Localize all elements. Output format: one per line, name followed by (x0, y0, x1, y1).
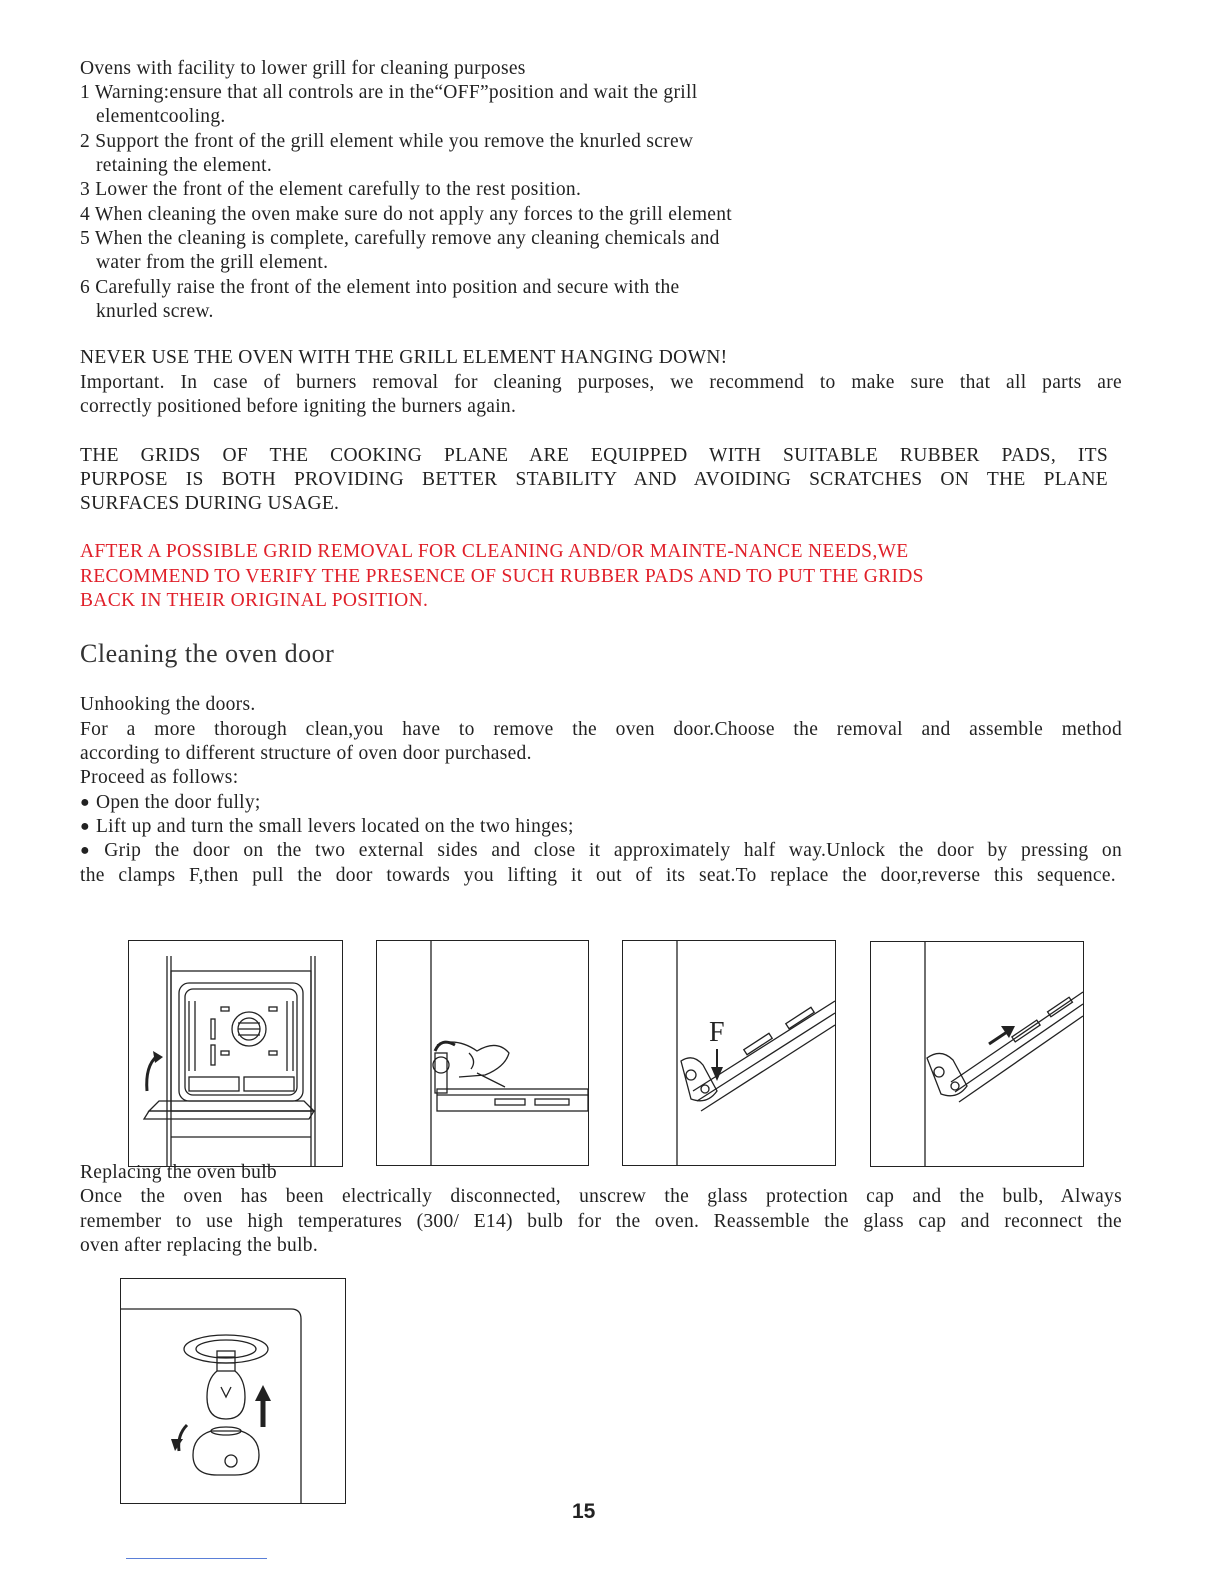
door-intro-line-1: For a more thorough clean,you have to remove the oven door.Choose the removal and assemble method (80, 719, 1122, 740)
proceed-label: Proceed as follows: (80, 767, 239, 788)
grill-section-title: Ovens with facility to lower grill for cleaning purposes (80, 58, 526, 79)
grids-note-line-1: THE GRIDS OF THE COOKING PLANE ARE EQUIPPED WITH SUITABLE RUBBER PADS, ITS (80, 445, 1108, 466)
door-bullet-1 (80, 791, 261, 816)
clamp-f-label: F (709, 1017, 725, 1048)
figure-hinge-lever (376, 940, 589, 1166)
footer-rule (126, 1558, 267, 1559)
grill-step-1: 1 Warning:ensure that all controls are in the“OFF”position and wait the grill (80, 82, 698, 103)
bulb-text-line-3: oven after replacing the bulb. (80, 1235, 319, 1256)
door-bullet-3-text: Grip the door on the two external sides and close it approximately half way.Unlock the door by pressing on (104, 840, 1123, 861)
page-number: 15 (572, 1500, 596, 1523)
grill-step-3: 3 Lower the front of the element carefully to the rest position. (80, 179, 582, 200)
door-bullet-3-cont: the clamps F,then pull the door towards you lifting it out of its seat.To replace the door,reverse this sequence. (80, 865, 1116, 886)
grill-step-4: 4 When cleaning the oven make sure do not apply any forces to the grill element (80, 204, 733, 225)
bulb-drawing (121, 1279, 345, 1503)
door-bullet-3 (80, 839, 1122, 864)
figure-bulb (120, 1278, 346, 1504)
door-removal-drawing (871, 942, 1083, 1166)
bulb-section-heading: Replacing the oven bulb (80, 1162, 277, 1183)
important-note-line-1: Important. In case of burners removal for cleaning purposes, we recommend to make sure that all parts are (80, 372, 1122, 393)
figure-open-oven (128, 940, 343, 1167)
important-note-line-2: correctly positioned before igniting the burners again. (80, 396, 517, 417)
grill-step-2: 2 Support the front of the grill element while you remove the knurled screw (80, 131, 694, 152)
door-section-heading: Cleaning the oven door (80, 639, 335, 668)
grill-step-5-cont: water from the grill element. (96, 252, 329, 273)
grids-note-line-3: SURFACES DURING USAGE. (80, 493, 340, 514)
grill-step-1-cont: elementcooling. (96, 106, 226, 127)
grill-step-2-cont: retaining the element. (96, 155, 273, 176)
unhooking-label: Unhooking the doors. (80, 694, 256, 715)
red-note-line-1: AFTER A POSSIBLE GRID REMOVAL FOR CLEANING AND/OR MAINTE-NANCE NEEDS,WE (80, 541, 909, 562)
figure-door-removal (870, 941, 1084, 1167)
door-bullet-2-text: Lift up and turn the small levers located on the two hinges; (95, 816, 574, 837)
never-use-warning: NEVER USE THE OVEN WITH THE GRILL ELEMENT HANGING DOWN! (80, 347, 728, 368)
door-intro-line-2: according to different structure of oven door purchased. (80, 743, 532, 764)
grill-step-5: 5 When the cleaning is complete, carefully remove any cleaning chemicals and (80, 228, 720, 249)
oven-drawing (129, 941, 342, 1166)
bulb-text-line-2: remember to use high temperatures (300/ E14) bulb for the oven. Reassemble the glass cap and reconnect the (80, 1211, 1122, 1232)
red-note-line-3: BACK IN THEIR ORIGINAL POSITION. (80, 590, 429, 611)
door-clamp-drawing (623, 941, 835, 1165)
door-bullet-2 (80, 815, 574, 840)
grill-step-6: 6 Carefully raise the front of the element into position and secure with the (80, 277, 680, 298)
bulb-text-line-1: Once the oven has been electrically disconnected, unscrew the glass protection cap and the bulb, Always (80, 1186, 1122, 1207)
figure-door-clamp (622, 940, 836, 1166)
hinge-lever-drawing (377, 941, 588, 1165)
red-note-line-2: RECOMMEND TO VERIFY THE PRESENCE OF SUCH RUBBER PADS AND TO PUT THE GRIDS (80, 566, 924, 587)
grids-note-line-2: PURPOSE IS BOTH PROVIDING BETTER STABILITY AND AVOIDING SCRATCHES ON THE PLANE (80, 469, 1108, 490)
door-bullet-1-text: Open the door fully; (95, 792, 261, 813)
grill-step-6-cont: knurled screw. (96, 301, 214, 322)
